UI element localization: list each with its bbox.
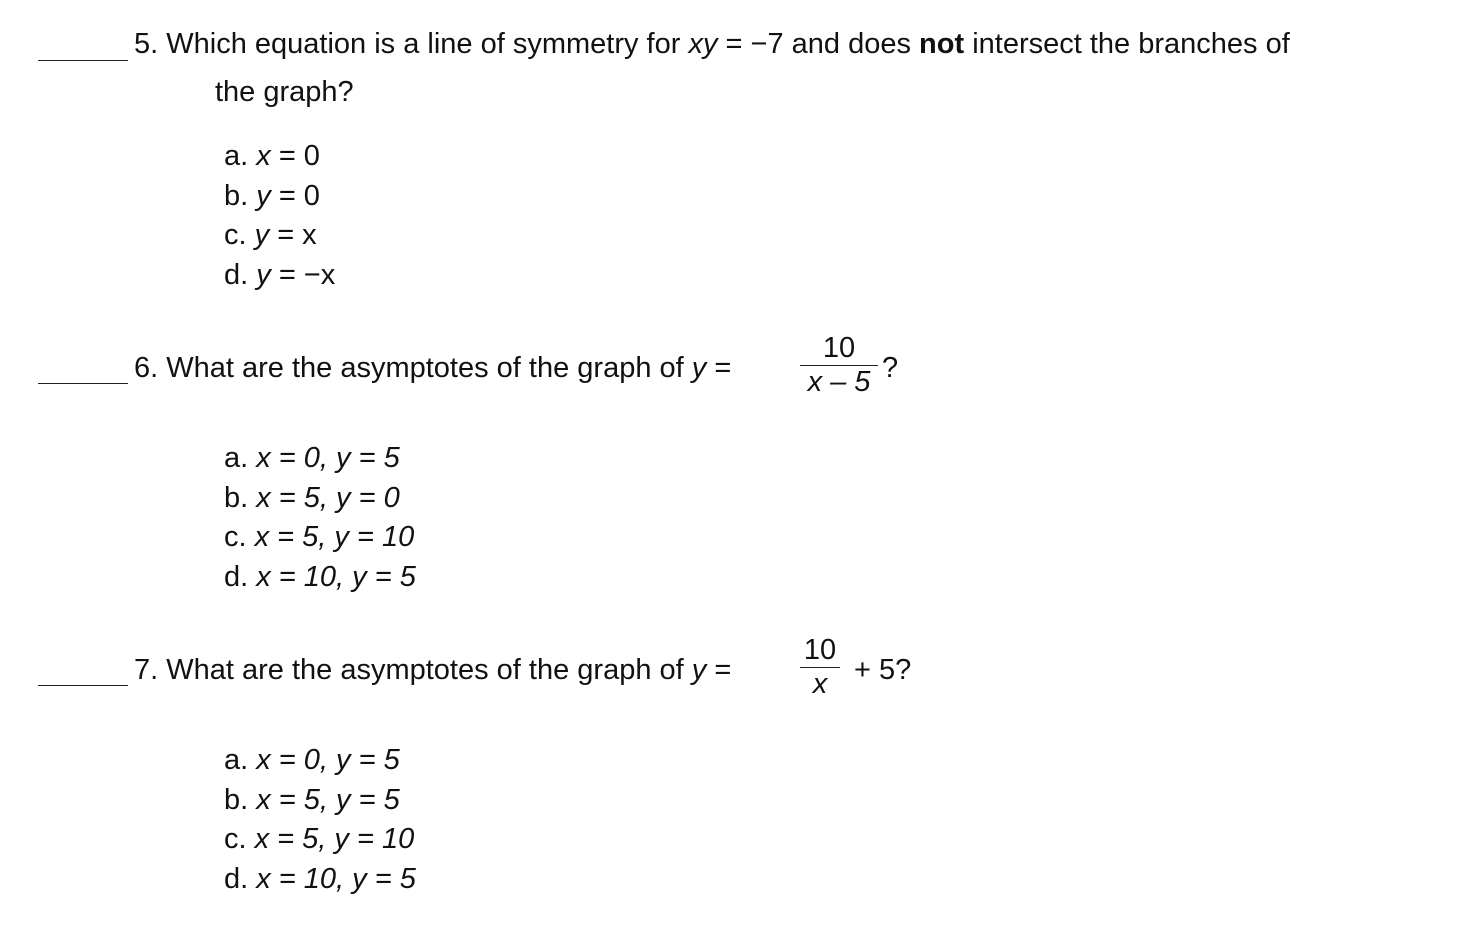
option-b[interactable] — [224, 177, 335, 217]
option-b[interactable] — [224, 479, 416, 519]
question-7-options — [224, 741, 416, 899]
question-text-part: What are the asymptotes of the graph of — [166, 352, 684, 384]
fraction-denominator — [800, 668, 840, 701]
option-rhs: = 0 — [278, 140, 320, 172]
fraction-numerator: 10 — [822, 332, 856, 364]
option-lhs: y — [254, 219, 270, 251]
option-label: a. — [224, 442, 249, 474]
option-label: d. — [224, 560, 249, 593]
option-label: c. — [224, 521, 247, 553]
denominator-text: x – 5 — [807, 366, 871, 398]
question-suffix: + 5? — [854, 654, 912, 686]
question-7-text — [134, 654, 731, 687]
answer-blank-q6[interactable] — [38, 383, 128, 384]
question-number: 7. — [134, 654, 159, 686]
option-rhs: = −x — [278, 258, 336, 291]
option-value: x = 5, y = 5 — [256, 783, 400, 816]
question-5-continuation: the graph? — [215, 76, 354, 108]
option-b[interactable] — [224, 781, 416, 821]
question-5-options — [224, 137, 335, 295]
option-label: b. — [224, 481, 249, 514]
equals-sign: = — [714, 654, 732, 686]
fraction-denominator — [800, 366, 878, 399]
option-label: b. — [224, 783, 249, 816]
question-6-text — [134, 352, 731, 385]
option-lhs: x — [256, 140, 271, 172]
option-label: a. — [224, 744, 249, 776]
option-a[interactable] — [224, 439, 416, 479]
fraction-numerator: 10 — [803, 634, 837, 666]
option-d[interactable] — [224, 558, 416, 598]
answer-blank-q5[interactable] — [38, 60, 128, 61]
option-value: x = 5, y = 0 — [256, 481, 400, 514]
option-value: x = 10, y = 5 — [256, 560, 416, 593]
fraction — [800, 634, 840, 701]
option-label: b. — [224, 179, 249, 212]
question-suffix: ? — [882, 352, 899, 384]
option-label: c. — [224, 219, 247, 251]
option-value: x = 5, y = 10 — [254, 521, 415, 553]
question-text-part: intersect the branches of — [972, 28, 1290, 60]
option-c[interactable] — [224, 820, 416, 860]
option-label: a. — [224, 140, 249, 172]
option-label: d. — [224, 258, 249, 291]
emphasis-not: not — [919, 28, 965, 60]
option-value: x = 5, y = 10 — [254, 823, 415, 855]
question-number: 5. — [134, 28, 159, 60]
question-text-part: What are the asymptotes of the graph of — [166, 654, 684, 686]
option-value: x = 10, y = 5 — [256, 862, 416, 895]
math-variable: y — [691, 654, 707, 686]
question-number: 6. — [134, 352, 159, 384]
math-expression: xy — [688, 28, 718, 60]
option-a[interactable] — [224, 741, 416, 781]
denominator-text: x — [812, 668, 828, 700]
fraction — [800, 332, 878, 399]
option-c[interactable] — [224, 216, 335, 256]
equals-sign: = — [714, 352, 732, 384]
question-6-options — [224, 439, 416, 597]
option-value: x = 0, y = 5 — [256, 442, 400, 474]
option-label: c. — [224, 823, 247, 855]
option-d[interactable] — [224, 256, 335, 296]
question-text-part: = −7 and does — [725, 28, 911, 60]
option-a[interactable] — [224, 137, 335, 177]
option-lhs: y — [256, 258, 271, 291]
math-variable: y — [691, 352, 707, 384]
answer-blank-q7[interactable] — [38, 685, 128, 686]
option-rhs: = 0 — [278, 179, 320, 212]
option-lhs: y — [256, 179, 271, 212]
question-text-part: Which equation is a line of symmetry for — [166, 28, 681, 60]
option-label: d. — [224, 862, 249, 895]
question-5-text — [134, 28, 1290, 61]
option-value: x = 0, y = 5 — [256, 744, 400, 776]
option-c[interactable] — [224, 518, 416, 558]
option-d[interactable] — [224, 860, 416, 900]
option-rhs: = x — [277, 219, 317, 251]
